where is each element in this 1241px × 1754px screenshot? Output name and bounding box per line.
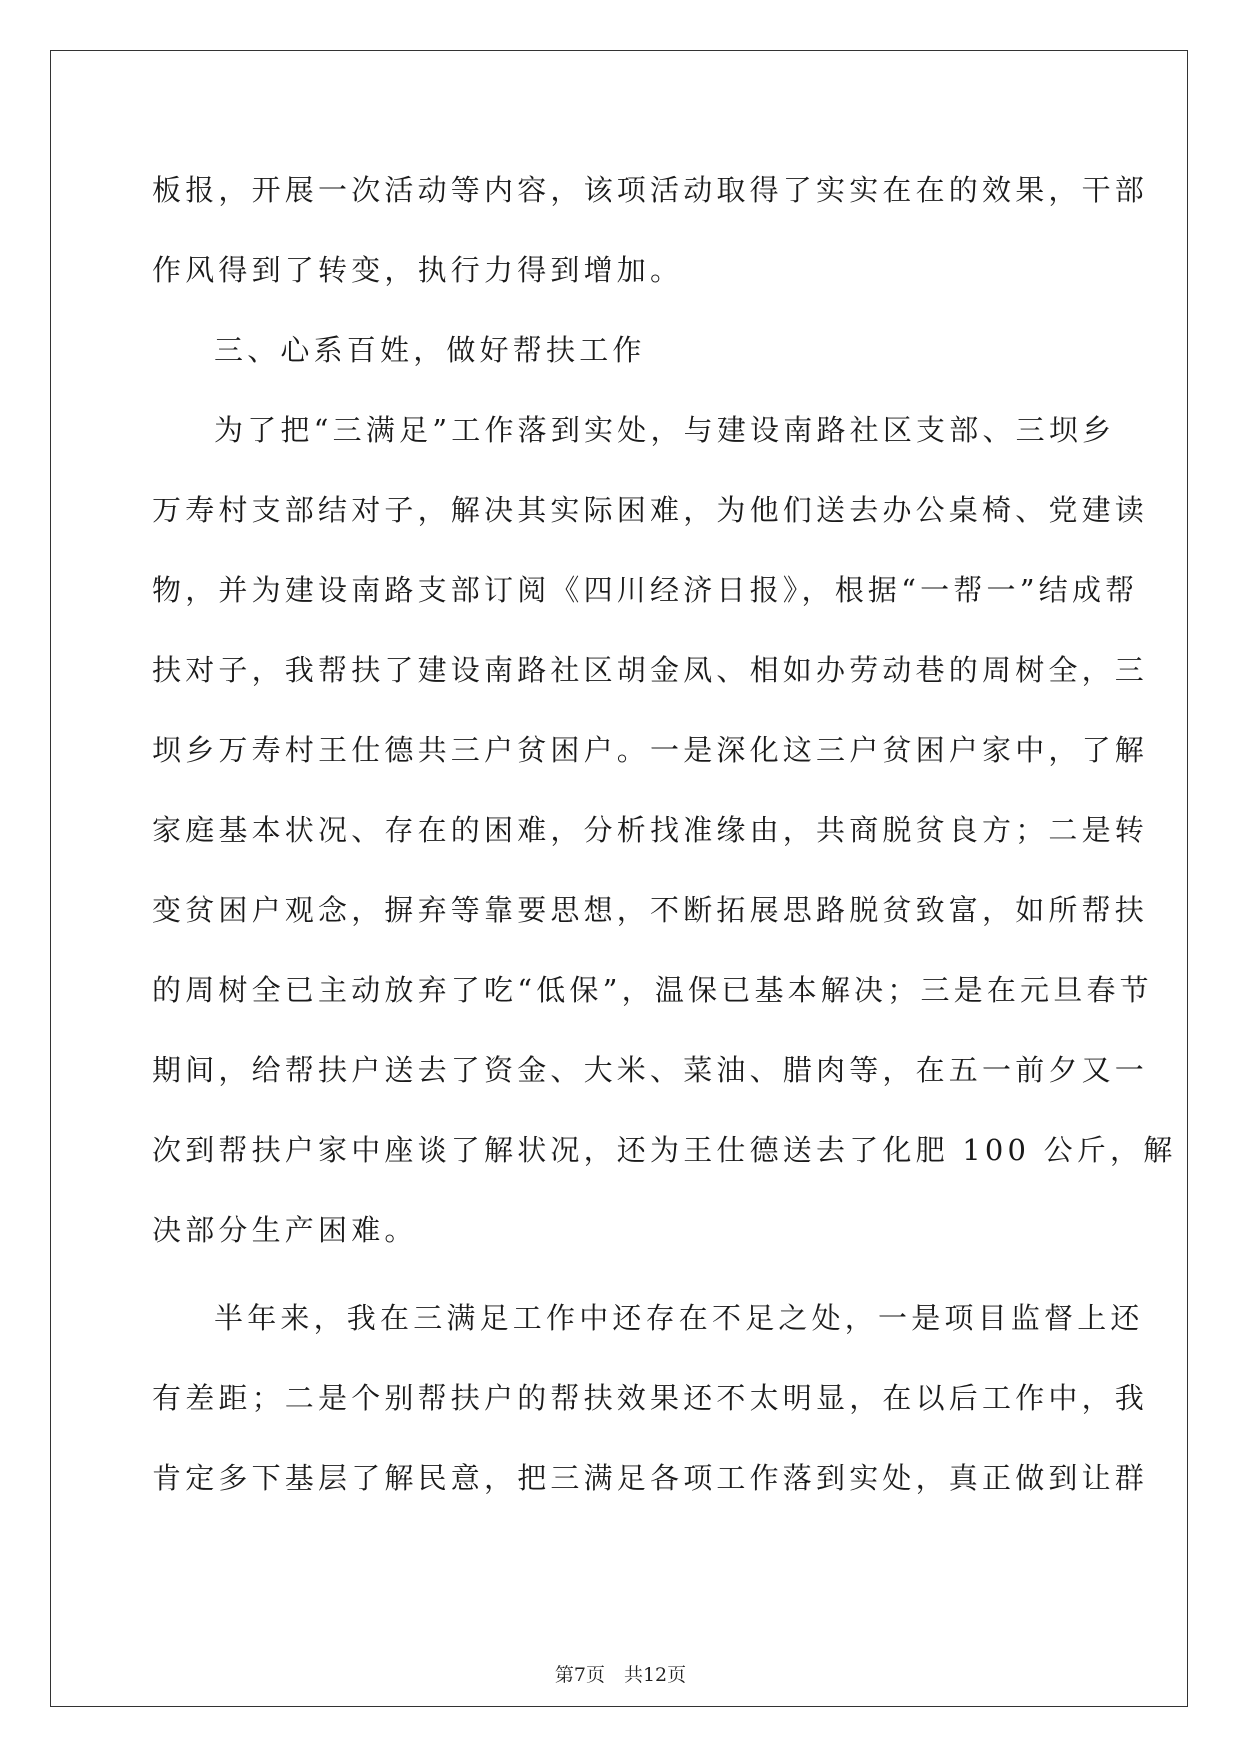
text-line: 次到帮扶户家中座谈了解状况，还为王仕德送去了化肥 100 公斤，解 [152, 1133, 1177, 1167]
page-border [50, 50, 1188, 1707]
text-line: 有差距；二是个别帮扶户的帮扶效果还不太明显，在以后工作中，我 [152, 1381, 1149, 1415]
text-line: 肯定多下基层了解民意，把三满足各项工作落到实处，真正做到让群 [152, 1461, 1149, 1495]
text-line: 板报，开展一次活动等内容，该项活动取得了实实在在的效果，干部 [152, 173, 1149, 207]
text-line: 决部分生产困难。 [152, 1213, 418, 1247]
text-line: 扶对子，我帮扶了建设南路社区胡金凤、相如办劳动巷的周树全，三 [152, 653, 1149, 687]
text-line: 物，并为建设南路支部订阅《四川经济日报》，根据“一帮一”结成帮 [152, 573, 1139, 607]
text-line: 的周树全已主动放弃了吃“低保”，温保已基本解决；三是在元旦春节 [152, 973, 1153, 1007]
page-number: 第7页 共12页 [554, 1664, 687, 1686]
text-line: 坝乡万寿村王仕德共三户贫困户。一是深化这三户贫困户家中，了解 [152, 733, 1149, 767]
text-line: 家庭基本状况、存在的困难，分析找准缘由，共商脱贫良方；二是转 [152, 813, 1149, 847]
text-line: 万寿村支部结对子，解决其实际困难，为他们送去办公桌椅、党建读 [152, 493, 1149, 527]
section-heading: 三、心系百姓，做好帮扶工作 [214, 333, 646, 367]
text-line: 期间，给帮扶户送去了资金、大米、菜油、腊肉等，在五一前夕又一 [152, 1053, 1149, 1087]
text-line: 半年来，我在三满足工作中还存在不足之处，一是项目监督上还 [214, 1301, 1144, 1335]
text-line: 作风得到了转变，执行力得到增加。 [152, 253, 684, 287]
text-line: 为了把“三满足”工作落到实处，与建设南路社区支部、三坝乡 [214, 413, 1116, 447]
text-line: 变贫困户观念，摒弃等靠要思想，不断拓展思路脱贫致富，如所帮扶 [152, 893, 1149, 927]
